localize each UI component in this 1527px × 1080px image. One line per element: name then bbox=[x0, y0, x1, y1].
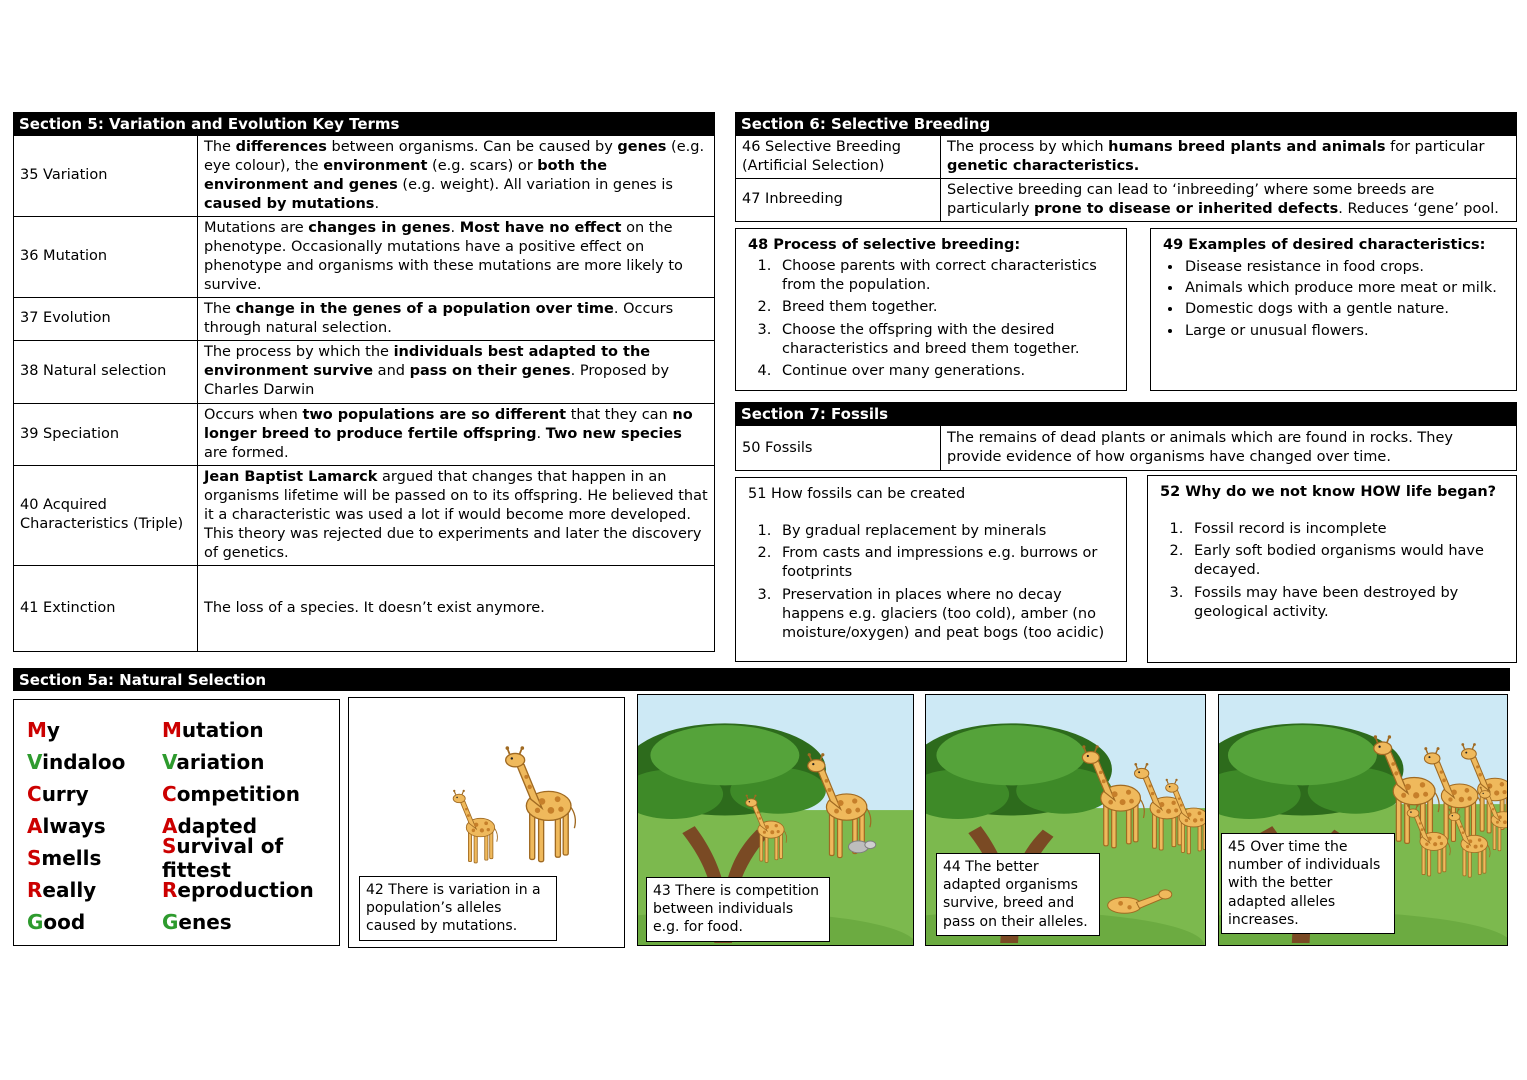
definition-cell: The remains of dead plants or animals which are found in rocks. They provide evidence of how organisms have changed over time. bbox=[941, 426, 1517, 471]
list-item: 2. Early soft bodied organisms would have decayed. bbox=[1188, 542, 1506, 580]
table-row bbox=[14, 465, 715, 565]
list-item: 2. From casts and impressions e.g. burrows or footprints bbox=[776, 544, 1116, 582]
key-term-cell: 36 Mutation bbox=[14, 216, 198, 297]
mnemonic-row bbox=[27, 834, 339, 882]
panel-caption: 45 Over time the number of individuals with the better adapted alleles increases. bbox=[1221, 833, 1395, 934]
key-term-cell: 35 Variation bbox=[14, 136, 198, 217]
list-item: • Animals which produce more meat or milk. bbox=[1183, 279, 1506, 298]
mnemonic-row bbox=[27, 906, 339, 938]
panel-competition bbox=[637, 694, 914, 946]
section6-header: Section 6: Selective Breeding bbox=[735, 112, 1517, 135]
table-row bbox=[14, 136, 715, 217]
definition-cell: Selective breeding can lead to ‘inbreeding’ where some breeds are particularly prone to disease or inherited defects. Reduces ‘gene’ pool. bbox=[941, 178, 1517, 221]
section7-table bbox=[735, 425, 1517, 471]
list-item: 1. By gradual replacement by minerals bbox=[776, 522, 1116, 541]
panel-caption: 44 The better adapted organisms survive, breed and pass on their alleles. bbox=[936, 853, 1100, 936]
mnemonic-row bbox=[27, 874, 339, 906]
table-row bbox=[14, 403, 715, 465]
key-term-cell: 38 Natural selection bbox=[14, 340, 198, 403]
list-item: 1. Choose parents with correct characteristics from the population. bbox=[776, 257, 1116, 295]
mnemonic-row bbox=[27, 746, 339, 778]
list-item: • Large or unusual flowers. bbox=[1183, 322, 1506, 341]
mnemonic-term: Mutation bbox=[162, 718, 264, 742]
panel-survival bbox=[925, 694, 1206, 946]
mnemonic-term: Competition bbox=[162, 782, 300, 806]
key-term-cell: 40 Acquired Characteristics (Triple) bbox=[14, 465, 198, 565]
mnemonic-term: Genes bbox=[162, 910, 232, 934]
table-row bbox=[14, 565, 715, 651]
table-row bbox=[14, 297, 715, 340]
mnemonic-word: Curry bbox=[27, 782, 89, 806]
definition-cell: Jean Baptist Lamarck argued that changes that happen in an organisms lifetime will be passed on to its offspring. He believed that it a characteristic was used a lot if would become more developed. This theory was rejected due to experiments and later the discovery of genetics. bbox=[198, 465, 715, 565]
mnemonic-term: Variation bbox=[162, 750, 265, 774]
section7-block bbox=[735, 402, 1517, 471]
list-item: 3. Choose the offspring with the desired characteristics and breed them together. bbox=[776, 321, 1116, 359]
table-row bbox=[736, 426, 1517, 471]
section5a-header: Section 5a: Natural Selection bbox=[13, 668, 1510, 691]
list-item: • Disease resistance in food crops. bbox=[1183, 258, 1506, 277]
definition-cell: The differences between organisms. Can be caused by genes (e.g. eye colour), the environment (e.g. scars) or both the environment and genes (e.g. weight). All variation in genes is caused by mutations. bbox=[198, 136, 715, 217]
table-row bbox=[14, 216, 715, 297]
list-item: 4. Continue over many generations. bbox=[776, 362, 1116, 381]
table-row bbox=[736, 178, 1517, 221]
section5-header: Section 5: Variation and Evolution Key Terms bbox=[13, 112, 715, 135]
mnemonic-term: Survival of fittest bbox=[162, 834, 284, 882]
desired-characteristics-box bbox=[1150, 228, 1517, 391]
definition-cell: Occurs when two populations are so different that they can no longer breed to produce fertile offspring. Two new species are formed. bbox=[198, 403, 715, 465]
key-term-cell: 47 Inbreeding bbox=[736, 178, 941, 221]
section6-block bbox=[735, 112, 1517, 222]
box48-list bbox=[748, 257, 1116, 381]
section5-table bbox=[13, 135, 715, 652]
key-term-cell: 50 Fossils bbox=[736, 426, 941, 471]
section5-block bbox=[13, 112, 715, 652]
key-term-cell: 41 Extinction bbox=[14, 565, 198, 651]
list-item: 1. Fossil record is incomplete bbox=[1188, 520, 1506, 539]
mnemonic-word: Smells bbox=[27, 846, 102, 870]
key-term-cell: 37 Evolution bbox=[14, 297, 198, 340]
box48-title: 48 Process of selective breeding: bbox=[748, 237, 1021, 253]
definition-cell: The process by which the individuals best adapted to the environment survive and pass on their genes. Proposed by Charles Darwin bbox=[198, 340, 715, 403]
definition-cell: The loss of a species. It doesn’t exist anymore. bbox=[198, 565, 715, 651]
definition-cell: The change in the genes of a population over time. Occurs through natural selection. bbox=[198, 297, 715, 340]
definition-cell: Mutations are changes in genes. Most have no effect on the phenotype. Occasionally mutations have a positive effect on phenotype and organisms with these mutations are more likely to survive. bbox=[198, 216, 715, 297]
mnemonic-term: Reproduction bbox=[162, 878, 314, 902]
panel-caption: 43 There is competition between individuals e.g. for food. bbox=[646, 877, 830, 942]
box49-title: 49 Examples of desired characteristics: bbox=[1163, 237, 1486, 253]
table-row bbox=[736, 136, 1517, 179]
box51-list bbox=[748, 522, 1116, 643]
mnemonic-term: Adapted bbox=[162, 814, 258, 838]
list-item: • Domestic dogs with a gentle nature. bbox=[1183, 300, 1506, 319]
list-item: 3. Preservation in places where no decay happens e.g. glaciers (too cold), amber (no moisture/oxygen) and peat bogs (too acidic) bbox=[776, 586, 1116, 643]
section6-table bbox=[735, 135, 1517, 222]
panel-variation bbox=[348, 697, 625, 948]
list-item: 3. Fossils may have been destroyed by geological activity. bbox=[1188, 584, 1506, 622]
selective-breeding-process-box bbox=[735, 228, 1127, 391]
list-item: 2. Breed them together. bbox=[776, 298, 1116, 317]
mnemonic-word: Always bbox=[27, 814, 106, 838]
box52-title: 52 Why do we not know HOW life began? bbox=[1160, 484, 1497, 500]
panel-increase bbox=[1218, 694, 1508, 946]
table-row bbox=[14, 340, 715, 403]
mnemonic-row bbox=[27, 714, 339, 746]
mnemonic-word: Good bbox=[27, 910, 86, 934]
mnemonic-word: Really bbox=[27, 878, 97, 902]
mnemonic-box bbox=[13, 699, 340, 946]
definition-cell: The process by which humans breed plants and animals for particular genetic characteristics. bbox=[941, 136, 1517, 179]
box49-list bbox=[1163, 258, 1506, 341]
box51-title: 51 How fossils can be created bbox=[748, 486, 966, 502]
fossil-creation-box bbox=[735, 477, 1127, 662]
mnemonic-word: My bbox=[27, 718, 60, 742]
key-term-cell: 39 Speciation bbox=[14, 403, 198, 465]
section7-header: Section 7: Fossils bbox=[735, 402, 1517, 425]
mnemonic-row bbox=[27, 778, 339, 810]
key-term-cell: 46 Selective Breeding (Artificial Selection) bbox=[736, 136, 941, 179]
how-life-began-box bbox=[1147, 475, 1517, 663]
mnemonic-word: Vindaloo bbox=[27, 750, 126, 774]
panel-caption: 42 There is variation in a population’s alleles caused by mutations. bbox=[359, 876, 557, 941]
box52-list bbox=[1160, 520, 1506, 622]
